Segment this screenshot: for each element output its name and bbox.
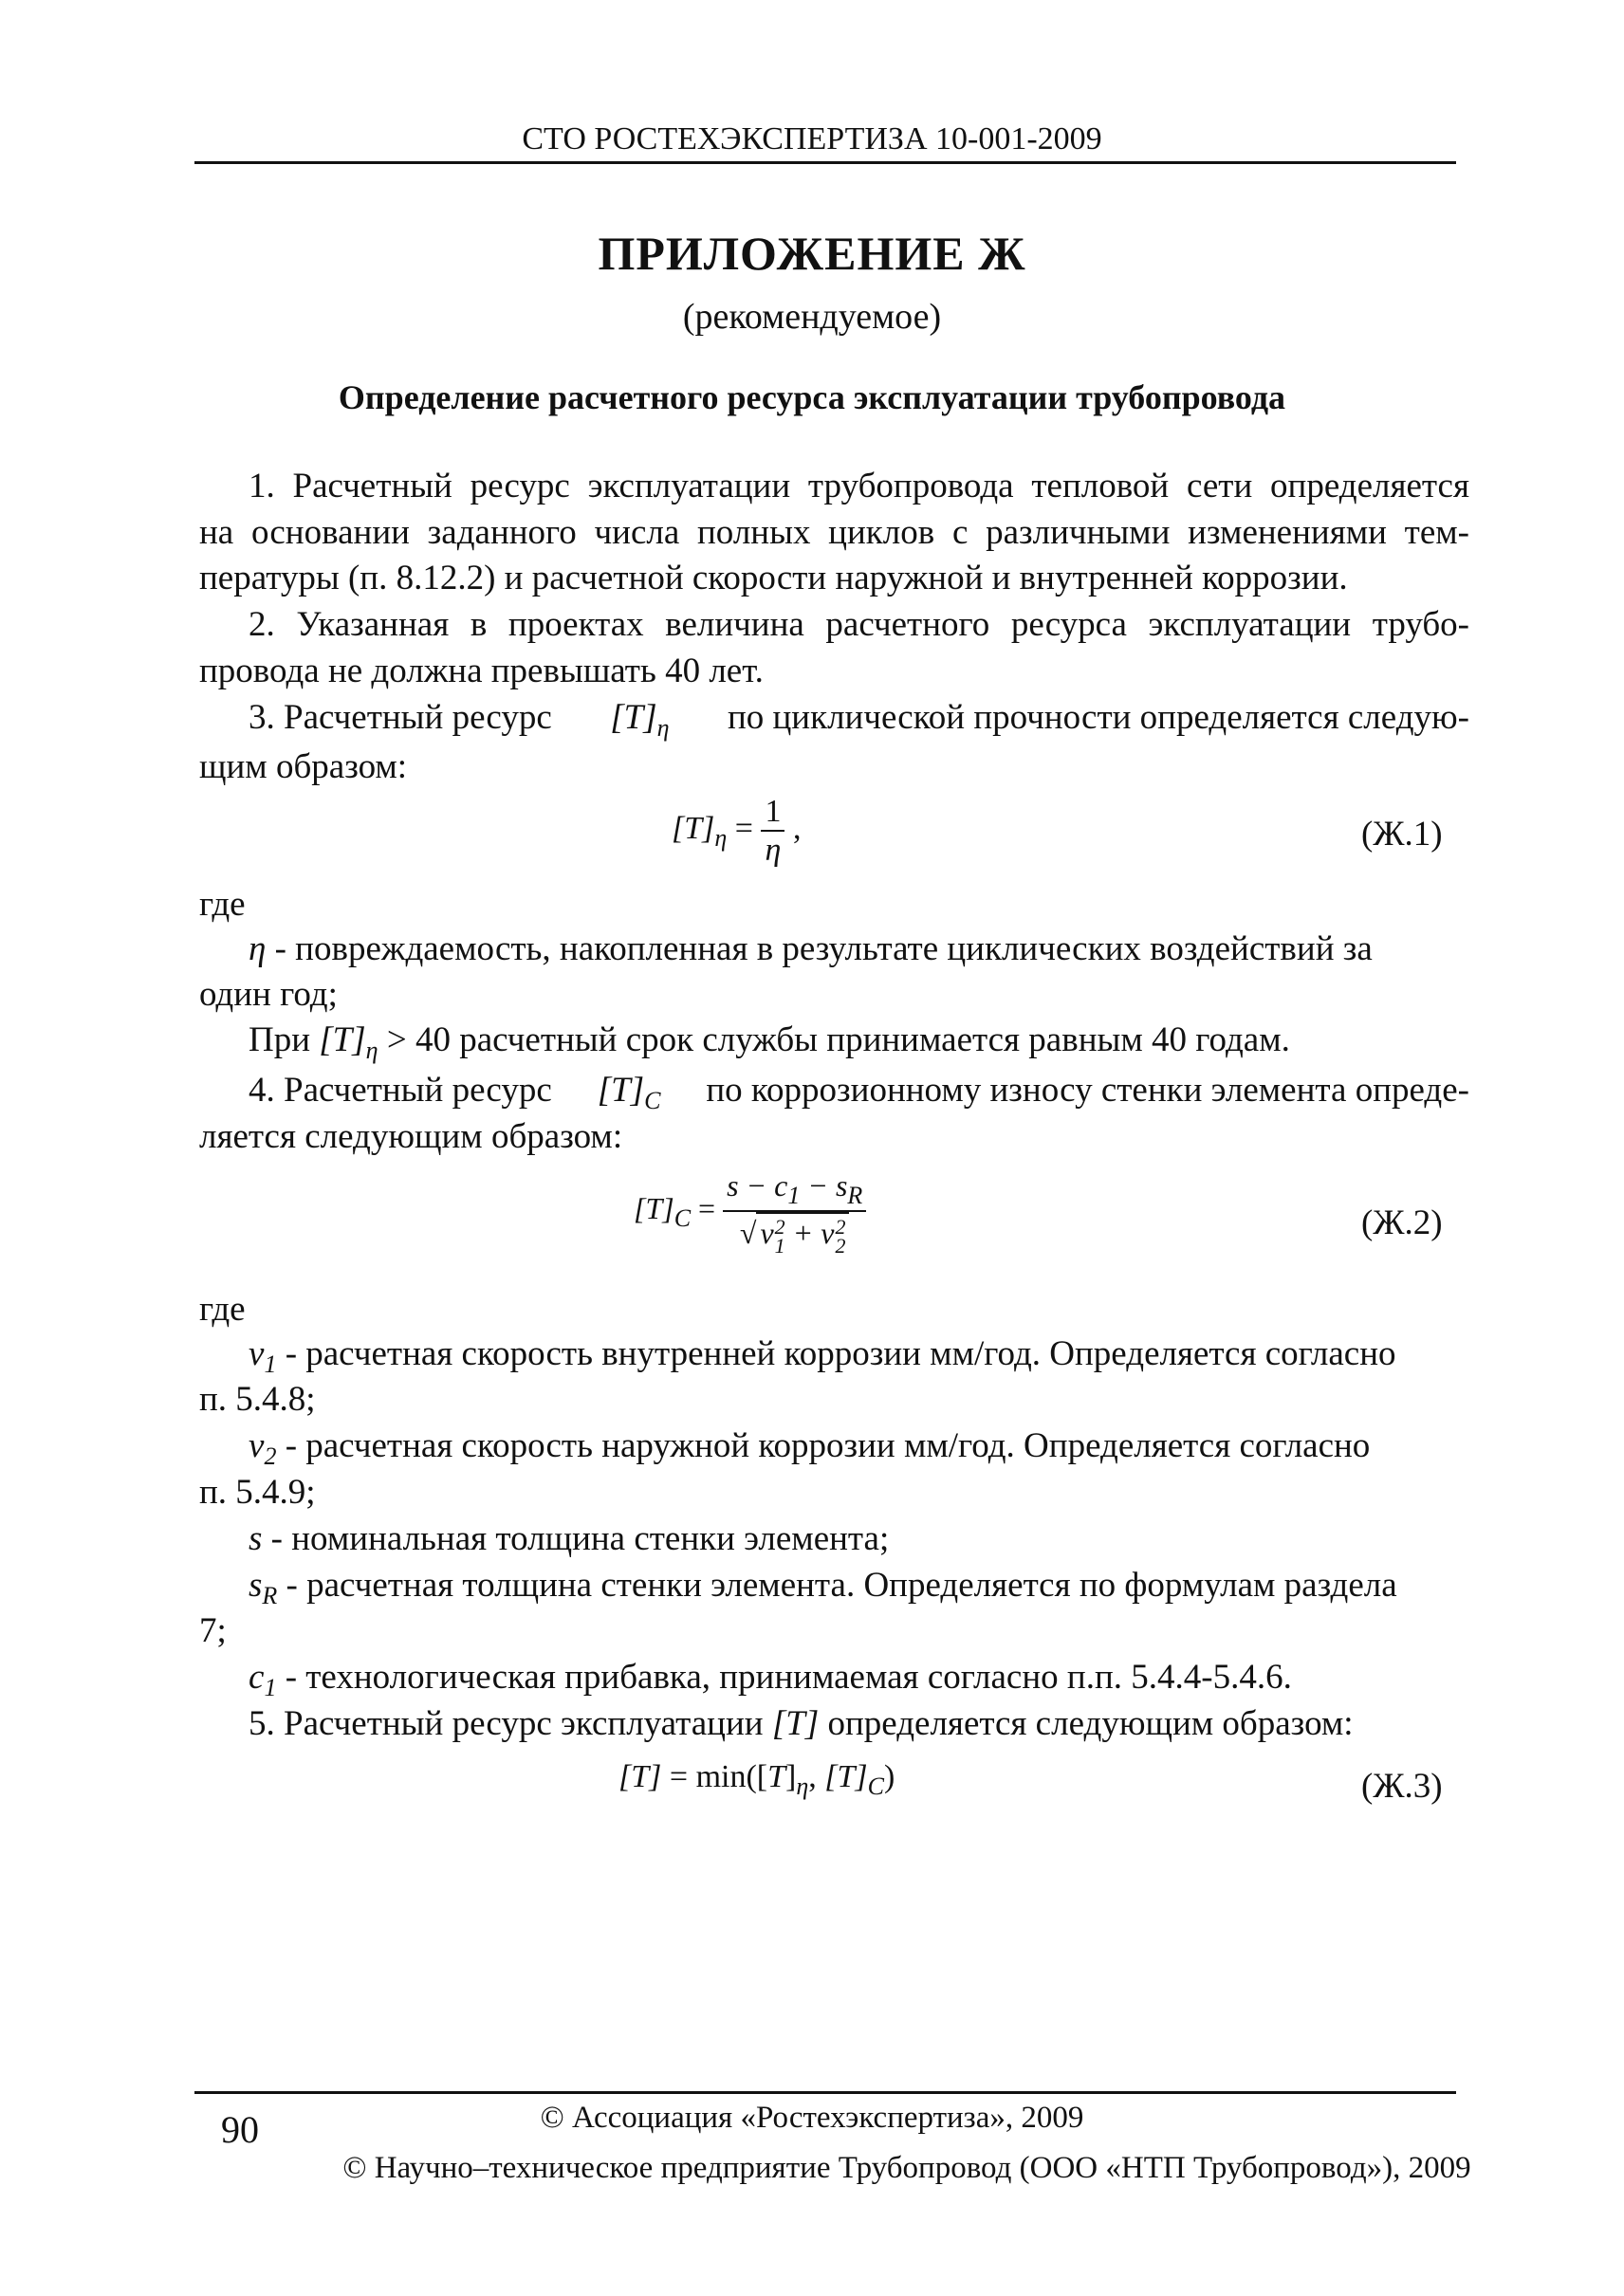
footer-rule <box>194 2091 1456 2094</box>
eta-desc-line-1: η - повреждаемость, накопленная в результате циклических воздействий за <box>249 929 1373 968</box>
limit-line: При $[T]_\eta > 40$ расчетный срок службы принимается равным 40 годам. <box>249 1020 1290 1064</box>
eq1-fraction: $\frac{1}{\eta}$ <box>761 793 784 869</box>
section-title: Определение расчетного ресурса эксплуатации трубопровода <box>338 378 1286 416</box>
eq1-number: (Ж.1) <box>1361 815 1443 854</box>
equation-2: $[T]_C$ = $s - c_1 - s_R$ √ v2 1 + v2 2 <box>634 1168 866 1255</box>
p4-line-1: 4. Расчетный ресурс $[T]_C$ по коррозионному износу стенки элемента опреде- <box>249 1071 1469 1114</box>
sr-desc-line-1: $s_R$ - расчетная толщина стенки элемента. Определяется по формулам раздела <box>249 1566 1397 1609</box>
eq2-number: (Ж.2) <box>1361 1203 1443 1242</box>
p4-line-2: ляется следующим образом: <box>199 1117 623 1156</box>
v2-desc-line-1: $v_2$ - расчетная скорость наружной коррозии мм/год. Определяется согласно <box>249 1426 1371 1470</box>
p5-line: 5. Расчетный ресурс эксплуатации [T] определяется следующим образом: <box>249 1704 1354 1743</box>
equation-1: $[T]_\eta$ = $\frac{1}{\eta}$ , <box>672 794 802 869</box>
p2-line-1: 2. Указанная в проектах величина расчетного ресурса эксплуатации трубо- <box>249 605 1469 644</box>
sr-symbol: $s_R$ <box>249 1566 278 1609</box>
p3-line-2: щим образом: <box>199 747 408 786</box>
footer-copyright-1: © Ассоциация «Ростехэкспертиза», 2009 <box>540 2101 1084 2135</box>
eta-desc-line-2: один год; <box>199 975 338 1014</box>
c1-symbol: $c_1$ <box>249 1658 277 1701</box>
v1-symbol: $v_1$ <box>249 1334 277 1378</box>
p1-line-2: на основании заданного числа полных циклов с различными изменениями тем- <box>199 513 1469 552</box>
sr-desc-line-2: 7; <box>199 1611 227 1650</box>
c1-desc-line: $c_1$ - технологическая прибавка, принимаемая согласно п.п. 5.4.4-5.4.6. <box>249 1658 1292 1701</box>
p2-line-2: провода не должна превышать 40 лет. <box>199 652 764 690</box>
header-rule <box>194 161 1456 164</box>
v2-desc-line-2: п. 5.4.9; <box>199 1473 316 1512</box>
page-number: 90 <box>221 2108 259 2151</box>
running-header: СТО РОСТЕХЭКСПЕРТИЗА 10-001-2009 <box>522 121 1102 156</box>
v1-desc-line-2: п. 5.4.8; <box>199 1380 316 1419</box>
eta-symbol: η <box>249 929 267 968</box>
eq3-number: (Ж.3) <box>1361 1767 1443 1806</box>
v2-symbol: $v_2$ <box>249 1426 277 1470</box>
s-desc-line: s - номинальная толщина стенки элемента; <box>249 1519 890 1558</box>
t-eta-symbol: $[T]_\eta$ <box>610 698 670 742</box>
p1-line-1: 1. Расчетный ресурс эксплуатации трубопровода тепловой сети определяется <box>249 467 1469 505</box>
s-symbol: s <box>249 1519 263 1558</box>
min-function: min <box>695 1759 747 1794</box>
p3-line-1 <box>249 700 1469 741</box>
appendix-title: ПРИЛОЖЕНИЕ Ж <box>598 227 1026 280</box>
eq2-fraction: $s - c_1 - s_R$ √ v2 1 + v2 2 <box>723 1168 866 1255</box>
limit-value: > 40 <box>386 1020 451 1059</box>
appendix-status: (рекомендуемое) <box>682 297 942 337</box>
p1-line-3: пературы (п. 8.12.2) и расчетной скорости наружной и внутренней коррозии. <box>199 559 1348 597</box>
where-1: где <box>199 885 246 924</box>
footer-copyright-2: © Научно–техническое предприятие Трубопровод (ООО «НТП Трубопровод»), 2009 <box>342 2151 1471 2185</box>
where-2: где <box>199 1290 246 1329</box>
equation-3: $[T] = \min([T]_\eta$, $[T]_C$) <box>618 1759 895 1800</box>
v1-desc-line-1: $v_1$ - расчетная скорость внутренней коррозии мм/год. Определяется согласно <box>249 1334 1396 1378</box>
t-c-symbol: $[T]_C$ <box>597 1071 661 1114</box>
p3-text-a: 3. Расчетный ресурс <box>249 698 552 737</box>
p3-text-b: по циклической прочности определяется следую- <box>727 698 1469 737</box>
